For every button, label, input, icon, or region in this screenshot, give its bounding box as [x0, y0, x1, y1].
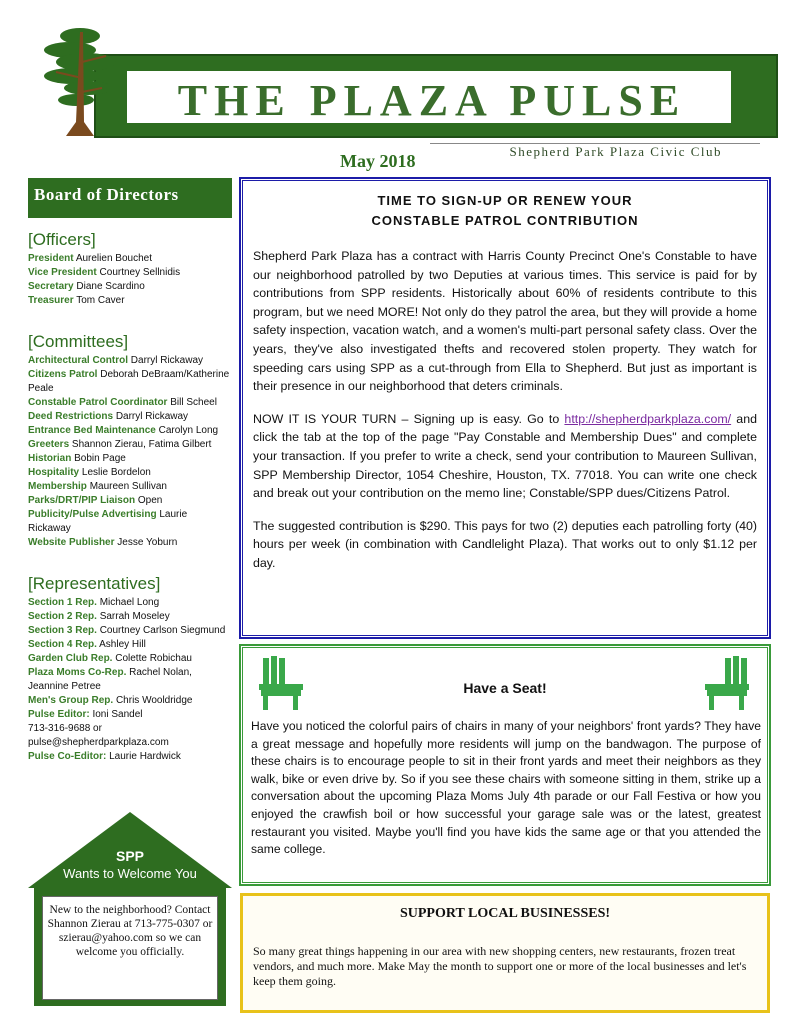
committee-row: Hospitality Leslie Bordelon	[28, 467, 151, 478]
have-a-seat-body: Have you noticed the colorful pairs of chairs in many of your neighbors' front yards? They have a great message and hopefully more residents will jump on the bandwagon. The purpose of these chairs is to encourage people to sit in their front yards and meet their neighbors as they walk, bike or even drive by. So if you see these chairs with someone sitting in them, strike up a conversation about the upcoming Plaza Moms July 4th parade or our Fall Festiva or how you enjoyed the crawfish boil or how successful your garage sale was or the latest, greatest restaurant you visited. Maybe you'll find you have kids the same age or that you attended the same college.	[251, 719, 761, 857]
sidebar	[28, 178, 232, 764]
newsletter-title: THE PLAZA PULSE	[177, 76, 687, 125]
committee-row: Greeters Shannon Zierau, Fatima Gilbert	[28, 439, 212, 450]
representative-row: Men's Group Rep. Chris Wooldridge	[28, 695, 193, 706]
welcome-house-graphic	[28, 812, 232, 1008]
committee-row: Citizens Patrol Deborah DeBraam/Katherine Peale	[28, 369, 230, 394]
adirondack-chair-icon	[703, 656, 753, 712]
title-band	[94, 54, 778, 138]
have-a-seat-title: Have a Seat!	[463, 680, 547, 696]
committee-row: Constable Patrol Coordinator Bill Scheel	[28, 397, 217, 408]
welcome-title: SPP	[115, 848, 144, 864]
officers-list	[28, 252, 232, 308]
committee-row: Entrance Bed Maintenance Carolyn Long	[28, 425, 219, 436]
welcome-subtitle: Wants to Welcome You	[63, 866, 197, 881]
website-link[interactable]: http://shepherdparkplaza.com/	[564, 411, 732, 426]
representative-row: Section 2 Rep. Sarrah Moseley	[28, 611, 170, 622]
constable-article	[240, 178, 770, 638]
title-frame	[126, 70, 732, 124]
officers-heading: [Officers]	[28, 230, 96, 249]
officer-row: Secretary Diane Scardino	[28, 281, 145, 292]
representative-row: Plaza Moms Co-Rep. Rachel Nolan, Jeannine Petree	[28, 667, 192, 692]
committee-row: Website Publisher Jesse Yoburn	[28, 537, 178, 548]
support-local-body: So many great things happening in our area with new shopping centers, new restaurants, frozen treat vendors, and much more. Make May the month to support one or more of the local businesses and let's keep them going.	[253, 944, 747, 988]
committee-row: Architectural Control Darryl Rickaway	[28, 355, 204, 366]
newsletter-subtitle: Shepherd Park Plaza Civic Club	[509, 144, 722, 159]
issue-date: May 2018	[340, 151, 416, 171]
officer-row: Vice President Courtney Sellnidis	[28, 267, 181, 278]
editor-contact-row[interactable]: 713-316-9688 or pulse@shepherdparkplaza.com	[28, 723, 169, 748]
committee-row: Deed Restrictions Darryl Rickaway	[28, 411, 189, 422]
committees-heading: [Committees]	[28, 332, 129, 351]
support-local-businesses-article	[240, 893, 770, 1013]
committees-list	[28, 354, 232, 550]
officer-row: President Aurelien Bouchet	[28, 253, 152, 264]
committee-row: Membership Maureen Sullivan	[28, 481, 167, 492]
officer-row: Treasurer Tom Caver	[28, 295, 125, 306]
welcome-text: New to the neighborhood? Contact Shannon Zierau at 713-775-0307 or szierau@yahoo.com so we can welcome you officially.	[42, 896, 218, 1000]
committee-row: Parks/DRT/PIP Liaison Open	[28, 495, 163, 506]
tree-logo-icon	[36, 22, 134, 140]
committee-row: Publicity/Pulse Advertising Laurie Rickaway	[28, 509, 188, 534]
constable-paragraph-1: Shepherd Park Plaza has a contract with Harris County Precinct One's Constable to have our neighborhood patrolled by two Deputies at various times. This service is paid for by contributions from SPP residents. Historically about 60% of residents contribute to this program, but we need MORE! Not only do they patrol the area, but they will provide a home safety inspection, vacation watch, and a women's multi-part personal safety class. Over the years, they've also investigated thefts and recovered stolen property. They watch for speeding cars using SPP as a cut-through from Ella to Shepherd. But just as important is their presence in our neighborhood that deters criminals.	[253, 249, 757, 394]
constable-paragraph-3: The suggested contribution is $290. This pays for two (2) deputies each patrolling forty (40) hours per week (in combination with Candlelight Plaza). That works out to only $1.12 per day.	[253, 518, 757, 570]
committee-row: Historian Bobin Page	[28, 453, 126, 464]
constable-title: TIME TO SIGN-UP OR RENEW YOUR CONSTABLE PATROL CONTRIBUTION	[371, 193, 639, 228]
representative-row: Pulse Co-Editor: Laurie Hardwick	[28, 751, 181, 762]
constable-paragraph-2: NOW IT IS YOUR TURN – Signing up is easy. Go to http://shepherdparkplaza.com/ and click the tab at the top of the page "Pay Constable and Membership Dues" and complete your transaction. If you prefer to write a check, send your contribution to Maureen Sullivan, SPP Membership Director, 1054 Cheshire, Houston, TX. 77018. You can write one check and break out your contribution on the memo line; Constable/SPP dues/Citizens Patrol.	[253, 411, 757, 501]
representative-row: Section 4 Rep. Ashley Hill	[28, 639, 146, 650]
representative-row: Section 1 Rep. Michael Long	[28, 597, 160, 608]
subtitle-rule	[430, 143, 760, 144]
support-local-title: SUPPORT LOCAL BUSINESSES!	[399, 906, 611, 921]
representative-row: Garden Club Rep. Colette Robichau	[28, 653, 192, 664]
representatives-heading: [Representatives]	[28, 574, 161, 593]
masthead	[30, 20, 760, 159]
representative-row: Pulse Editor: Ioni Sandel	[28, 709, 143, 720]
representative-row: Section 3 Rep. Courtney Carlson Siegmund	[28, 625, 226, 636]
board-of-directors-banner: Board of Directors	[28, 178, 232, 218]
have-a-seat-article	[240, 645, 770, 885]
representatives-list	[28, 596, 232, 764]
